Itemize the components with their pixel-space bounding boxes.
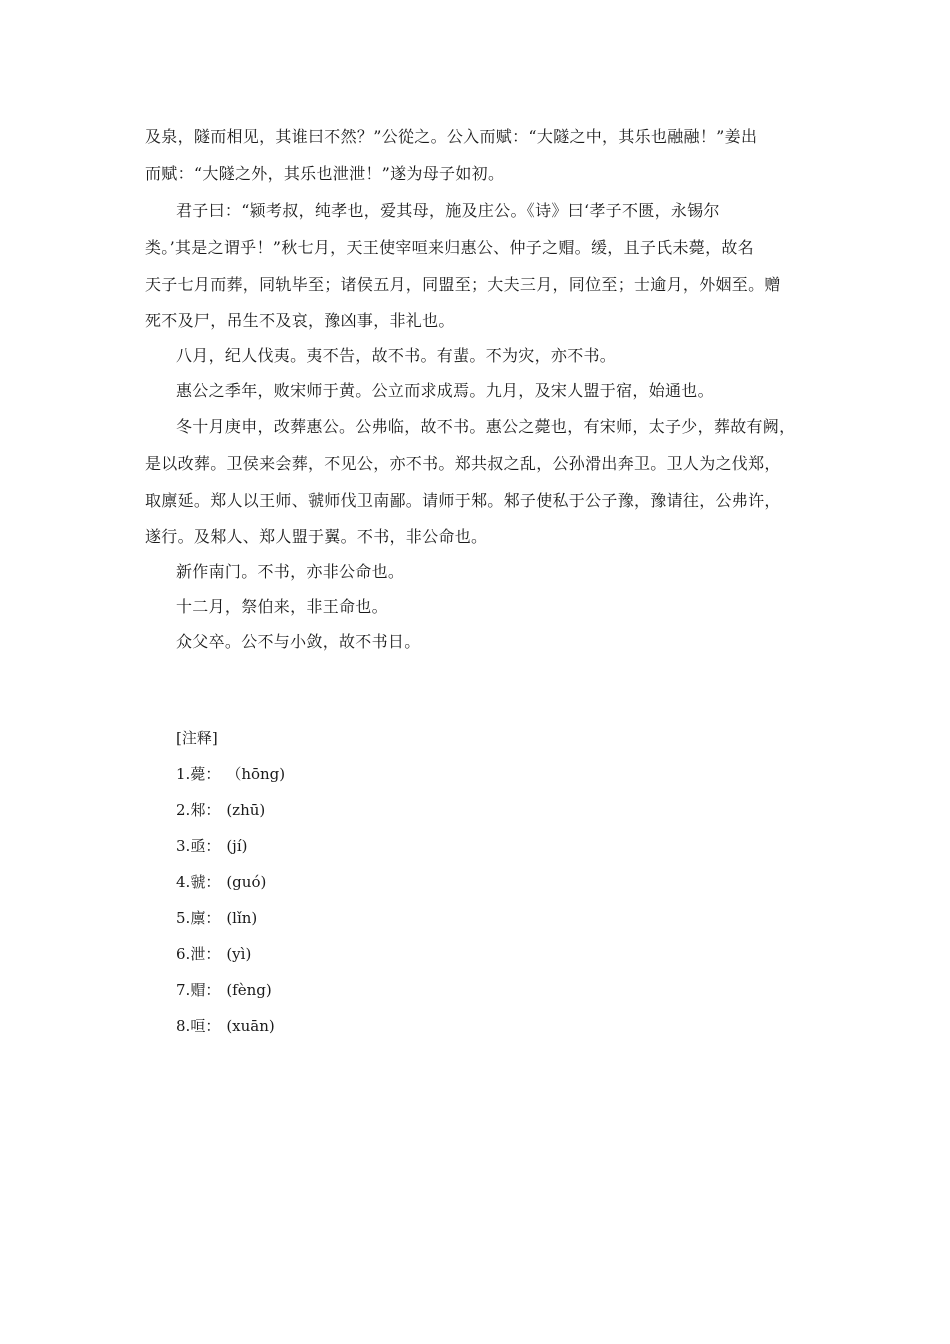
text-line: 取廪延。郑人以王师、虢师伐卫南鄙。请师于邾。邾子使私于公子豫，豫请往，公弗许，: [145, 491, 781, 510]
note-number: 6.: [176, 945, 191, 963]
note-pinyin: （hōng): [226, 765, 286, 783]
note-character: 泄：: [190, 945, 221, 963]
note-item: [176, 792, 576, 828]
text-line: 君子曰：“颍考叔，纯孝也，爱其母，施及庄公。《诗》曰‘孝子不匮，永锡尔: [176, 201, 720, 220]
note-pinyin: (yì): [226, 945, 252, 963]
note-item: [176, 756, 576, 792]
note-number: 1.: [176, 765, 191, 783]
note-item: [176, 864, 576, 900]
text-line: 及泉，隧而相见，其谁曰不然？”公從之。公入而赋：“大隧之中，其乐也融融！”姜出: [145, 127, 758, 146]
note-pinyin: (jí): [226, 837, 248, 855]
note-number: 5.: [176, 909, 191, 927]
note-character: 赗：: [190, 981, 221, 999]
note-pinyin: (zhū): [226, 801, 266, 819]
note-item: [176, 1008, 576, 1044]
text-line: 众父卒。公不与小敛，故不书日。: [176, 632, 421, 651]
note-character: 亟：: [190, 837, 221, 855]
text-line: 天子七月而葬，同轨毕至；诸侯五月，同盟至；大夫三月，同位至；士逾月，外姻至。赠: [145, 275, 781, 294]
note-pinyin: (fèng): [226, 981, 272, 999]
text-line: 惠公之季年，败宋师于黄。公立而求成焉。九月，及宋人盟于宿，始通也。: [176, 381, 714, 400]
note-item: [176, 972, 576, 1008]
notes-title: [注释]: [176, 729, 218, 747]
note-item: [176, 900, 576, 936]
note-character: 邾：: [190, 801, 221, 819]
text-line: 而赋：“大隧之外，其乐也泄泄！”遂为母子如初。: [145, 164, 505, 183]
text-line: 类。’其是之谓乎！”秋七月，天王使宰咺来归惠公、仲子之赗。缓，且子氏未薨，故名: [145, 238, 754, 257]
text-line: 冬十月庚申，改葬惠公。公弗临，故不书。惠公之薨也，有宋师，太子少，葬故有阙，: [176, 417, 796, 436]
note-character: 薨：: [190, 765, 221, 783]
note-character: 廪：: [190, 909, 221, 927]
note-number: 4.: [176, 873, 191, 891]
notes-section: [176, 720, 576, 1044]
note-item: [176, 828, 576, 864]
text-line: 新作南门。不书，亦非公命也。: [176, 562, 405, 581]
note-character: 虢：: [190, 873, 221, 891]
note-pinyin: (xuān): [226, 1017, 275, 1035]
text-line: 八月，纪人伐夷。夷不告，故不书。有蜚。不为灾，亦不书。: [176, 346, 617, 365]
note-pinyin: (guó): [226, 873, 267, 891]
main-text: [145, 118, 815, 659]
text-line: 遂行。及邾人、郑人盟于翼。不书，非公命也。: [145, 527, 488, 546]
note-pinyin: (lǐn): [226, 909, 258, 927]
note-number: 8.: [176, 1017, 191, 1035]
text-line: 是以改葬。卫侯来会葬，不见公，亦不书。郑共叔之乱，公孙滑出奔卫。卫人为之伐郑，: [145, 454, 781, 473]
text-line: 十二月，祭伯来，非王命也。: [176, 597, 388, 616]
note-number: 3.: [176, 837, 191, 855]
text-line: 死不及尸，吊生不及哀，豫凶事，非礼也。: [145, 311, 455, 330]
note-number: 7.: [176, 981, 191, 999]
note-character: 咺：: [190, 1017, 221, 1035]
note-number: 2.: [176, 801, 191, 819]
note-item: [176, 936, 576, 972]
